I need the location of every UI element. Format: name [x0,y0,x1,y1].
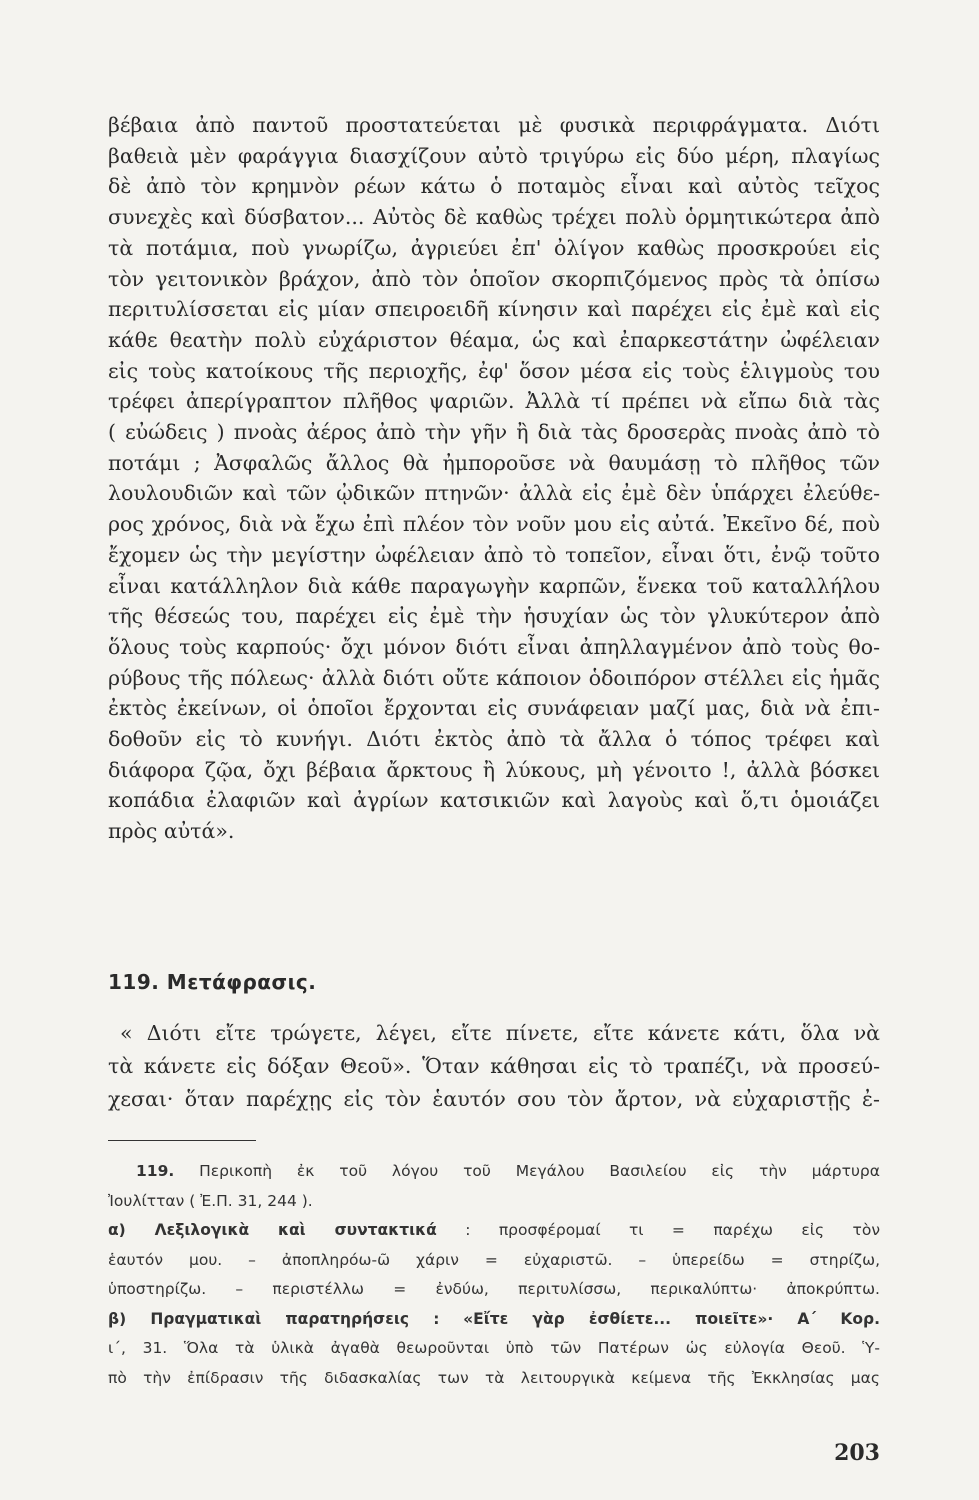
footnote-number: 119. [136,1162,175,1180]
text-line: ἔχομεν ὡς τὴν μεγίστην ὠφέλειαν ἀπὸ τὸ τοπεῖον, εἶναι ὅτι, ἐνῷ τοῦτο [108,542,880,567]
text-line: ἐκτὸς ἐκείνων, οἱ ὁποῖοι ἔρχονται εἰς συνάφειαν μαζί μας, διὰ νὰ ἐπι- [108,696,880,721]
text-line: συνεχὲς καὶ δύσβατον... Αὐτὸς δὲ καθὼς τρέχει πολὺ ὁρμητικώτερα ἀπὸ [108,205,880,230]
text-line: βέβαια ἀπὸ παντοῦ προστατεύεται μὲ φυσικὰ περιφράγματα. Διότι [108,113,880,137]
text-line: δὲ ἀπὸ τὸν κρημνὸν ρέων κάτω ὁ ποταμὸς εἶναι καὶ αὐτὸς τεῖχος [108,174,880,199]
footnote-line: Ἰουλίτταν ( Ἐ.Π. 31, 244 ). [108,1191,313,1210]
text-line: εἰς τοὺς κατοίκους τῆς περιοχῆς, ἐφ' ὅσον μέσα εἰς τοὺς ἑλιγμοὺς του [108,358,880,383]
text-line: περιτυλίσσεται εἰς μίαν σπειροειδῆ κίνησιν καὶ παρέχει εἰς ἐμὲ καὶ εἰς [108,297,880,322]
page-number: 203 [834,1440,880,1466]
text-line: « Διότι εἴτε τρώγετε, λέγει, εἴτε πίνετε, εἴτε κάνετε κάτι, ὅλα νὰ [120,1021,880,1045]
footnote-line: ὑποστηρίζω. – περιστέλλω = ἐνδύω, περιτυλίσσω, περικαλύπτω· ἀποκρύπτω. [108,1280,880,1298]
footnote-text: Περικοπὴ ἐκ τοῦ λόγου τοῦ Μεγάλου Βασιλείου εἰς τὴν μάρτυρα [199,1162,880,1180]
text-line: ρος χρόνος, διὰ νὰ ἔχω ἐπὶ πλέον τὸν νοῦν μου εἰς αὐτά. Ἐκεῖνο δέ, ποὺ [108,512,880,537]
text-line: δοθοῦν εἰς τὸ κυνήγι. Διότι ἐκτὸς ἀπὸ τὰ ἄλλα ὁ τόπος τρέφει καὶ [108,727,880,752]
footnote-text: : προσφέρομαί τι = παρέχω εἰς τὸν [465,1221,880,1239]
text-line: λουλουδιῶν καὶ τῶν ᾠδικῶν πτηνῶν· ἀλλὰ εἰς ἐμὲ δὲν ὑπάρχει ἐλεύθε- [108,481,880,506]
footnote-line [108,1157,880,1187]
text-line: χεσαι· ὅταν παρέχῃς εἰς τὸν ἑαυτόν σου τὸν ἄρτον, νὰ εὐχαριστῇς ἐ- [108,1087,880,1111]
text-line: κοπάδια ἐλαφιῶν καὶ ἀγρίων κατσικιῶν καὶ λαγοὺς καὶ ὅ,τι ὁμοιάζει [108,788,880,813]
footnote-line [108,1305,880,1335]
footnote-label: α) Λεξιλογικὰ καὶ συντακτικά [108,1221,437,1239]
text-line: ποτάμι ; Ἀσφαλῶς ἄλλος θὰ ἠμποροῦσε νὰ θαυμάσῃ τὸ πλῆθος τῶν [108,450,880,475]
text-line: ὅλους τοὺς καρπούς· ὄχι μόνον διότι εἶναι ἀπηλλαγμένον ἀπὸ τοὺς θο- [108,634,880,659]
footnote-line: πὸ τὴν ἐπίδρασιν τῆς διδασκαλίας των τὰ λειτουργικὰ κείμενα τῆς Ἐκκλησίας μας [108,1368,880,1387]
text-line: εἶναι κατάλληλον διὰ κάθε παραγωγὴν καρπῶν, ἕνεκα τοῦ καταλλήλου [108,573,880,598]
text-line: ( εὐώδεις ) πνοὰς ἀέρος ἀπὸ τὴν γῆν ἢ διὰ τὰς δροσερὰς πνοὰς ἀπὸ τὸ [108,420,880,445]
footnote-line: ι΄, 31. Ὅλα τὰ ὑλικὰ ἀγαθὰ θεωροῦνται ὑπὸ τῶν Πατέρων ὡς εὐλογία Θεοῦ. Ὑ- [108,1339,880,1357]
main-text [108,110,880,847]
text-line: τρέφει ἀπερίγραπτον πλῆθος ψαριῶν. Ἀλλὰ τί πρέπει νὰ εἴπω διὰ τὰς [108,389,880,414]
text-line: ρύβους τῆς πόλεως· ἀλλὰ διότι οὔτε κάποιον ὁδοιπόρον στέλλει εἰς ἡμᾶς [108,665,880,690]
text-line: πρὸς αὐτά». [108,819,235,844]
text-line: κάθε θεατὴν πολὺ εὐχάριστον θέαμα, ὡς καὶ ἐπαρκεστάτην ὠφέλειαν [108,327,880,352]
footnote-label: β) Πραγματικαὶ παρατηρήσεις : [108,1309,440,1328]
text-line: βαθειὰ μὲν φαράγγια διασχίζουν αὐτὸ τριγύρω εἰς δύο μέρη, πλαγίως [108,143,880,168]
text-line: διάφορα ζῷα, ὄχι βέβαια ἄρκτους ἢ λύκους, μὴ γένοιτο !, ἀλλὰ βόσκει [108,757,880,782]
section-heading: 119. Μετάφρασις. [108,970,317,994]
text-line: τὸν γειτονικὸν βράχον, ἀπὸ τὸν ὁποῖον σκορπιζόμενος πρὸς τὰ ὀπίσω [108,266,880,291]
footnote-line [108,1216,880,1246]
text-line: τὰ κάνετε εἰς δόξαν Θεοῦ». Ὅταν κάθησαι εἰς τὸ τραπέζι, νὰ προσεύ- [108,1054,880,1078]
text-line: τὰ ποτάμια, ποὺ γνωρίζω, ἀγριεύει ἐπ' ὀλίγον καθὼς προσκρούει εἰς [108,235,880,260]
footnote-line: ἑαυτόν μου. – ἀποπληρόω-ῶ χάριν = εὐχαριστῶ. – ὑπερείδω = στηρίζω, [108,1250,880,1269]
translation-text [108,1017,880,1116]
text-line: τῆς θέσεώς του, παρέχει εἰς ἐμὲ τὴν ἡσυχίαν ὡς τὸν γλυκύτερον ἀπὸ [108,604,880,629]
footnotes [108,1157,880,1393]
footnote-divider [108,1140,256,1141]
footnote-text: «Εἴτε γὰρ ἐσθίετε... ποιεῖτε»· Α΄ Κορ. [463,1309,880,1328]
